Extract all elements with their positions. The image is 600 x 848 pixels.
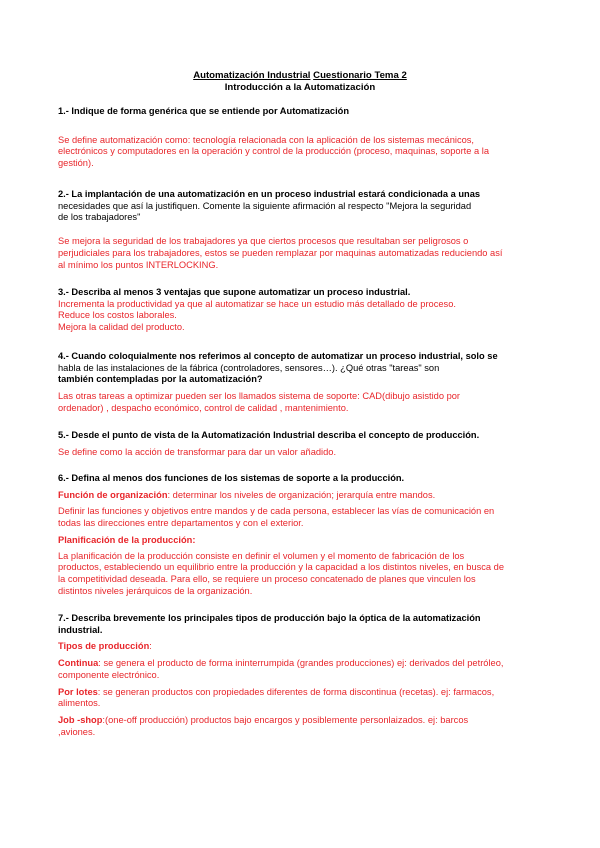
question-6: 6.- Defina al menos dos funciones de los sistemas de soporte a la producción. — [58, 473, 405, 483]
answer-line: electrónicos y computadores en la operación y control de la producción (proceso, maquinas, soporte a la — [58, 146, 489, 157]
title-questionnaire: Cuestionario Tema 2 — [313, 70, 407, 81]
type-continua — [58, 658, 544, 681]
question-4: 4.- Cuando coloquialmente nos referimos al concepto de automatizar un proceso industrial, solo se — [58, 351, 498, 361]
answer-line: productos, estableciendo un equilibrio entre la producción y la capacidad a los distintos niveles, en busca de — [58, 562, 505, 573]
question-4-block — [58, 351, 544, 415]
type-por-lotes-label: Por lotes — [58, 686, 98, 697]
answer-line: componente electrónico. — [58, 669, 160, 680]
answer-line: Definir las funciones y objetivos entre mandos y de cada persona, establecer las vías de comunicación en — [58, 506, 495, 517]
answer-3 — [58, 299, 544, 334]
question-6-block — [58, 473, 544, 597]
question-7-line: industrial. — [58, 624, 103, 635]
question-2: 2.- La implantación de una automatización en un proceso industrial estará condicionada a unas — [58, 189, 481, 199]
question-7-block — [58, 613, 544, 738]
answer-line: al mínimo los puntos INTERLOCKING. — [58, 259, 219, 270]
function-organizacion-text: : determinar los niveles de organización; jerarquía entre mandos. — [167, 489, 436, 500]
answer-line: Las otras tareas a optimizar pueden ser los llamados sistema de soporte: CAD(dibujo asistido por — [58, 391, 461, 402]
question-4-line: habla de las instalaciones de la fábrica (controladores, sensores…). ¿Qué otras "tareas" son — [58, 362, 440, 373]
answer-line: distintos niveles jerárquicos de la organización. — [58, 585, 253, 596]
question-1-block — [58, 106, 544, 170]
types-colon: : — [149, 641, 152, 652]
answer-line: Se define automatización como: tecnología relacionada con la aplicación de los sistemas mecánicos, — [58, 134, 475, 145]
document-title — [0, 70, 600, 93]
title-line — [0, 70, 600, 82]
answer-line: la competitividad deseada. Para ello, se requiere un proceso concatenado de planes que vinculen los — [58, 573, 476, 584]
answer-line: Mejora la calidad del producto. — [58, 322, 185, 333]
question-7: 7.- Describa brevemente los principales tipos de producción bajo la óptica de la automatización — [58, 613, 481, 623]
answer-2 — [58, 236, 544, 271]
question-4-line: también contempladas por la automatización? — [58, 374, 263, 385]
answer-line: perjudiciales para los trabajadores, estos se pueden remplazar por maquinas automatizadas reduciendo así — [58, 247, 503, 258]
answer-7 — [58, 641, 544, 738]
function-planificacion-label: Planificación de la producción: — [58, 534, 196, 545]
function-organizacion — [58, 490, 544, 502]
answer-line: : se genera el producto de forma ininterrumpida (grandes producciones) ej: derivados del petróleo, — [98, 658, 504, 669]
answer-line: :(one-off producción) productos bajo encargos y posiblemente personlaizados. ej: barcos — [102, 714, 469, 725]
answer-line: ,aviones. — [58, 726, 96, 737]
answer-line: todas las direcciones entre departamentos y con el exterior. — [58, 518, 304, 529]
title-subject: Automatización Industrial — [193, 70, 311, 81]
type-job-shop-label: Job -shop — [58, 714, 103, 725]
types-label: Tipos de producción — [58, 641, 150, 652]
type-continua-label: Continua — [58, 658, 99, 669]
question-1: 1.- Indique de forma genérica que se entiende por Automatización — [58, 106, 350, 116]
answer-line: alimentos. — [58, 698, 101, 709]
function-planificacion-detail — [58, 551, 544, 598]
answer-6 — [58, 490, 544, 598]
question-5: 5.- Desde el punto de vista de la Automatización Industrial describa el concepto de producción. — [58, 430, 480, 440]
function-organizacion-label: Función de organización — [58, 489, 168, 500]
answer-1 — [58, 135, 544, 170]
function-organizacion-detail — [58, 506, 544, 529]
answer-5 — [58, 447, 544, 459]
answer-line: Se mejora la seguridad de los trabajadores ya que ciertos procesos que resultaban ser peligrosos o — [58, 236, 469, 247]
question-3-block — [58, 287, 544, 334]
answer-line: Reduce los costos laborales. — [58, 310, 177, 321]
question-5-block — [58, 430, 544, 458]
answer-4 — [58, 391, 544, 414]
answer-line: Incrementa la productividad ya que al automatizar se hace un estudio más detallado de proceso. — [58, 298, 456, 309]
type-job-shop — [58, 715, 544, 738]
question-3: 3.- Describa al menos 3 ventajas que supone automatizar un proceso industrial. — [58, 287, 411, 297]
answer-line: : se generan productos con propiedades diferentes de forma discontinua (recetas). ej: farmacos, — [97, 686, 495, 697]
answer-line: gestión). — [58, 158, 94, 169]
question-2-block — [58, 189, 544, 271]
type-por-lotes — [58, 687, 544, 710]
question-2-line: de los trabajadores" — [58, 212, 141, 223]
answer-line: La planificación de la producción consiste en definir el volumen y el momento de fabricación de los — [58, 550, 465, 561]
answer-line: Se define como la acción de transformar para dar un valor añadido. — [58, 446, 337, 457]
answer-line: ordenador) , despacho económico, control de calidad , mantenimiento. — [58, 402, 349, 413]
document-subtitle: Introducción a la Automatización — [224, 81, 376, 93]
question-2-line: necesidades que así la justifiquen. Comente la siguiente afirmación al respecto "Mejora la seguridad — [58, 200, 472, 211]
types-heading — [58, 641, 544, 653]
